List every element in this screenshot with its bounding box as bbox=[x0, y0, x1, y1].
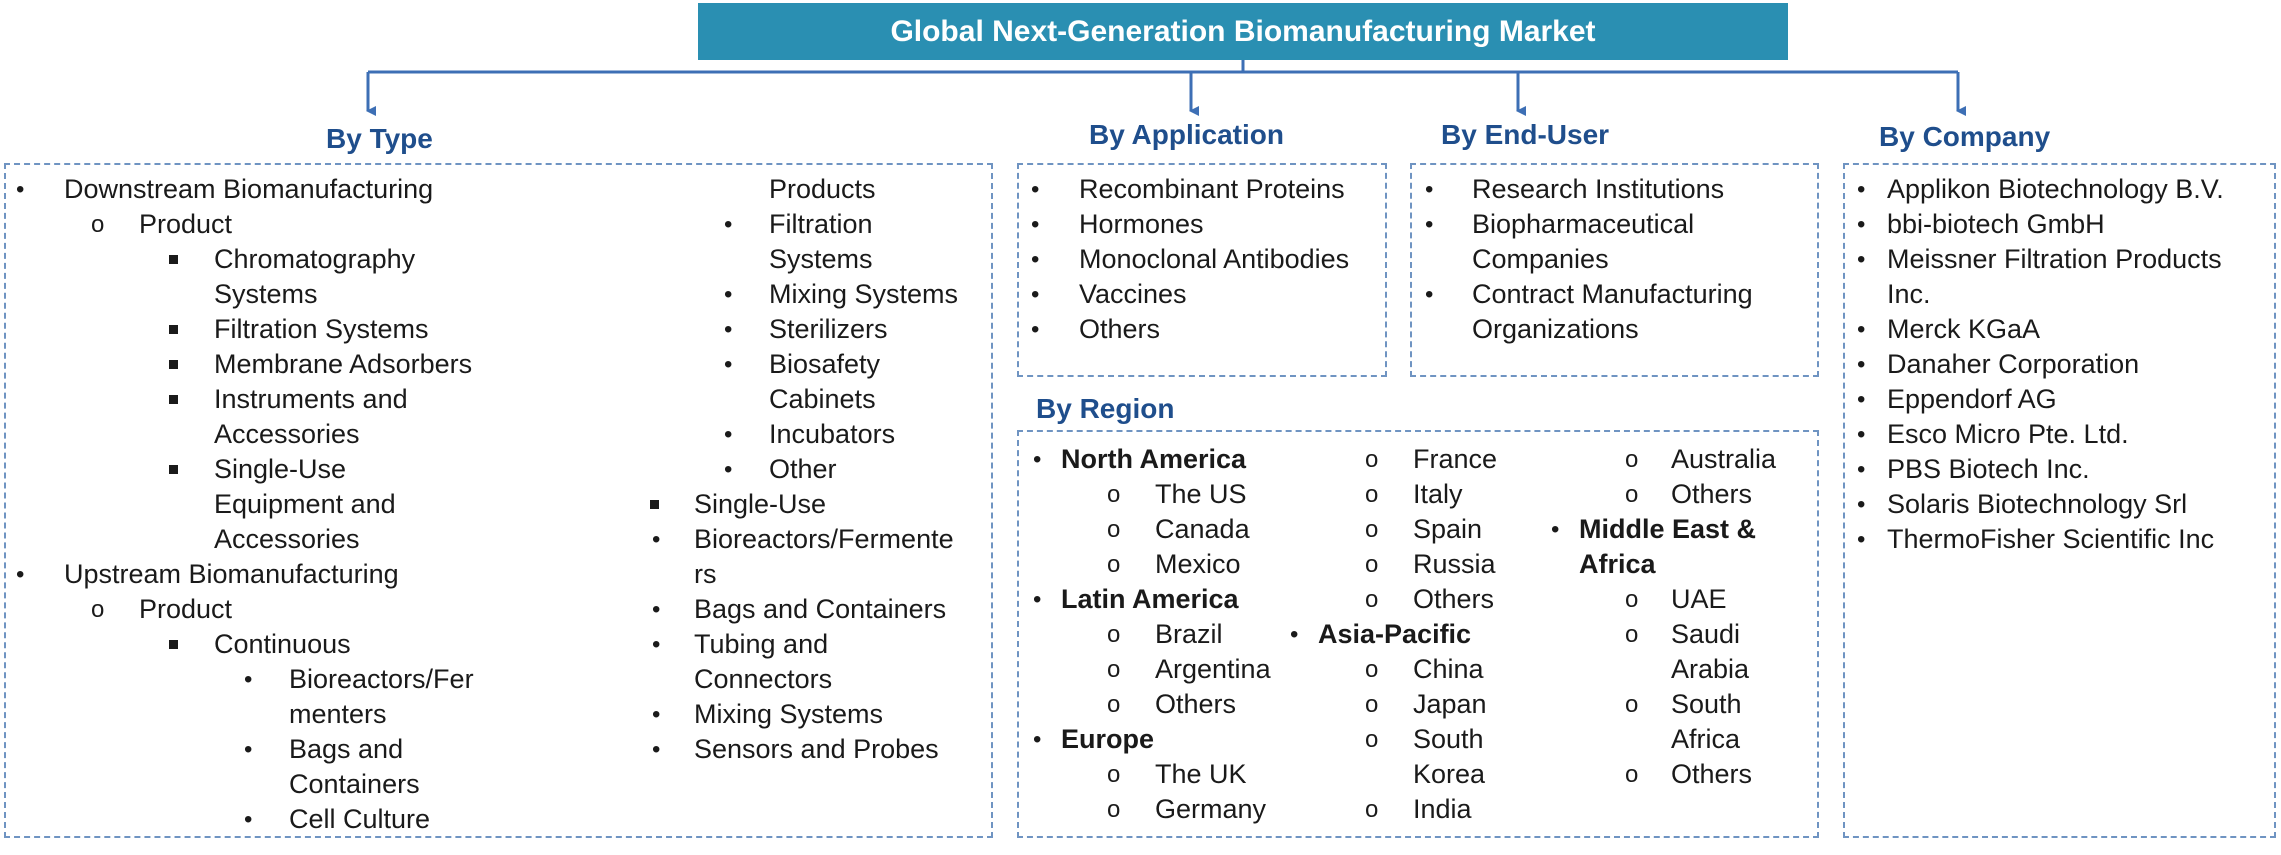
region-latin-america: Latin America bbox=[1061, 584, 1239, 614]
bullet-icon: • bbox=[652, 736, 661, 763]
circle-bullet-icon: o bbox=[91, 211, 105, 238]
bullet-icon: • bbox=[1857, 491, 1866, 518]
list-item: Danaher Corporation bbox=[1887, 349, 2140, 379]
bullet-icon: • bbox=[652, 526, 661, 553]
circle-bullet-icon: o bbox=[1107, 621, 1121, 648]
bullet-icon: • bbox=[1857, 211, 1866, 238]
list-item: rs bbox=[694, 559, 717, 589]
list-item: Bioreactors/Fer bbox=[289, 664, 474, 694]
circle-bullet-icon: o bbox=[1107, 551, 1121, 578]
list-item: France bbox=[1413, 444, 1498, 474]
circle-bullet-icon: o bbox=[1107, 691, 1121, 718]
list-item: Companies bbox=[1472, 244, 1609, 274]
list-item: Monoclonal Antibodies bbox=[1079, 244, 1350, 274]
bullet-icon: • bbox=[1033, 726, 1042, 753]
list-item: South bbox=[1413, 724, 1484, 754]
circle-bullet-icon: o bbox=[1365, 796, 1379, 823]
list-item: South bbox=[1671, 689, 1742, 719]
bullet-icon: • bbox=[1031, 281, 1040, 308]
bullet-icon: • bbox=[1425, 211, 1434, 238]
list-item: Cabinets bbox=[769, 384, 876, 414]
list-item: Cell Culture bbox=[289, 804, 431, 834]
list-item: The UK bbox=[1155, 759, 1247, 789]
list-item: Sterilizers bbox=[769, 314, 888, 344]
circle-bullet-icon: o bbox=[1365, 516, 1379, 543]
list-item: Others bbox=[1079, 314, 1161, 344]
list-item: ThermoFisher Scientific Inc bbox=[1887, 524, 2215, 554]
bullet-icon: • bbox=[16, 561, 25, 588]
list-item: Solaris Biotechnology Srl bbox=[1887, 489, 2188, 519]
list-item: Tubing and bbox=[694, 629, 829, 659]
list-item: Applikon Biotechnology B.V. bbox=[1887, 174, 2224, 204]
bullet-icon: • bbox=[1033, 446, 1042, 473]
list-item: Research Institutions bbox=[1472, 174, 1725, 204]
bullet-icon: • bbox=[1425, 281, 1434, 308]
list-item: bbi-biotech GmbH bbox=[1887, 209, 2105, 239]
list-item: Product bbox=[139, 209, 233, 239]
list-item: Biopharmaceutical bbox=[1472, 209, 1695, 239]
list-item: Canada bbox=[1155, 514, 1250, 544]
list-item: Brazil bbox=[1155, 619, 1223, 649]
list-item: Product bbox=[139, 594, 233, 624]
circle-bullet-icon: o bbox=[91, 596, 105, 623]
list-item: Chromatography bbox=[214, 244, 416, 274]
square-bullet-icon bbox=[169, 360, 178, 369]
bullet-icon: • bbox=[652, 631, 661, 658]
list-item: Australia bbox=[1671, 444, 1777, 474]
list-item: Products bbox=[769, 174, 876, 204]
heading-by-application: By Application bbox=[1089, 119, 1284, 150]
list-item: Accessories bbox=[214, 524, 360, 554]
circle-bullet-icon: o bbox=[1365, 656, 1379, 683]
bullet-icon: • bbox=[1031, 246, 1040, 273]
bullet-icon: • bbox=[1290, 621, 1299, 648]
bullet-icon: • bbox=[244, 666, 253, 693]
square-bullet-icon bbox=[169, 255, 178, 264]
bullet-icon: • bbox=[724, 316, 733, 343]
circle-bullet-icon: o bbox=[1107, 516, 1121, 543]
heading-by-end-user: By End-User bbox=[1441, 119, 1610, 150]
list-item: Biosafety bbox=[769, 349, 881, 379]
list-item: Instruments and bbox=[214, 384, 408, 414]
square-bullet-icon bbox=[169, 465, 178, 474]
circle-bullet-icon: o bbox=[1107, 481, 1121, 508]
list-item: Accessories bbox=[214, 419, 360, 449]
list-item: Hormones bbox=[1079, 209, 1204, 239]
list-item: Other bbox=[769, 454, 837, 484]
circle-bullet-icon: o bbox=[1625, 691, 1639, 718]
list-item: Recombinant Proteins bbox=[1079, 174, 1345, 204]
list-item: Systems bbox=[214, 279, 318, 309]
list-item: Africa bbox=[1671, 724, 1741, 754]
list-item: Equipment and bbox=[214, 489, 396, 519]
list-item: Systems bbox=[769, 244, 873, 274]
list-item: Contract Manufacturing bbox=[1472, 279, 1753, 309]
list-item: Sensors and Probes bbox=[694, 734, 939, 764]
bullet-icon: • bbox=[1033, 586, 1042, 613]
list-item: UAE bbox=[1671, 584, 1727, 614]
circle-bullet-icon: o bbox=[1365, 481, 1379, 508]
list-item: Germany bbox=[1155, 794, 1267, 824]
bullet-icon: • bbox=[1857, 456, 1866, 483]
list-item: Others bbox=[1413, 584, 1495, 614]
list-item: Russia bbox=[1413, 549, 1496, 579]
list-item: Bags and Containers bbox=[694, 594, 947, 624]
square-bullet-icon bbox=[650, 500, 659, 509]
bullet-icon: • bbox=[652, 701, 661, 728]
list-item: Mixing Systems bbox=[694, 699, 884, 729]
list-item: Bags and bbox=[289, 734, 404, 764]
circle-bullet-icon: o bbox=[1365, 726, 1379, 753]
list-item: Spain bbox=[1413, 514, 1483, 544]
list-item: Inc. bbox=[1887, 279, 1931, 309]
bullet-icon: • bbox=[724, 351, 733, 378]
list-item: PBS Biotech Inc. bbox=[1887, 454, 2090, 484]
region-asia-pacific: Asia-Pacific bbox=[1318, 619, 1472, 649]
list-item: Vaccines bbox=[1079, 279, 1187, 309]
bullet-icon: • bbox=[724, 281, 733, 308]
bullet-icon: • bbox=[1031, 176, 1040, 203]
list-item: Arabia bbox=[1671, 654, 1750, 684]
list-item: Bioreactors/Fermente bbox=[694, 524, 954, 554]
bullet-icon: • bbox=[1857, 526, 1866, 553]
list-item: Membrane Adsorbers bbox=[214, 349, 473, 379]
list-item: Mexico bbox=[1155, 549, 1241, 579]
list-item: Mixing Systems bbox=[769, 279, 959, 309]
list-item: Downstream Biomanufacturing bbox=[64, 174, 434, 204]
bullet-icon: • bbox=[724, 421, 733, 448]
circle-bullet-icon: o bbox=[1625, 481, 1639, 508]
bullet-icon: • bbox=[1857, 246, 1866, 273]
list-item: India bbox=[1413, 794, 1472, 824]
square-bullet-icon bbox=[169, 640, 178, 649]
list-item: Meissner Filtration Products bbox=[1887, 244, 2222, 274]
list-item: Argentina bbox=[1155, 654, 1271, 684]
list-item: menters bbox=[289, 699, 387, 729]
bullet-icon: • bbox=[244, 806, 253, 833]
list-item: Eppendorf AG bbox=[1887, 384, 2057, 414]
list-item: Single-Use bbox=[214, 454, 347, 484]
list-item: Incubators bbox=[769, 419, 896, 449]
region-europe: Europe bbox=[1061, 724, 1155, 754]
region-middle-east-africa-line2: Africa bbox=[1579, 549, 1656, 579]
list-item: Organizations bbox=[1472, 314, 1639, 344]
list-item: Filtration bbox=[769, 209, 873, 239]
circle-bullet-icon: o bbox=[1365, 691, 1379, 718]
square-bullet-icon bbox=[169, 395, 178, 404]
heading-by-company: By Company bbox=[1879, 121, 2051, 152]
circle-bullet-icon: o bbox=[1107, 796, 1121, 823]
bullet-icon: • bbox=[1857, 386, 1866, 413]
list-item: The US bbox=[1155, 479, 1247, 509]
circle-bullet-icon: o bbox=[1625, 586, 1639, 613]
list-item: Esco Micro Pte. Ltd. bbox=[1887, 419, 2129, 449]
list-item: Upstream Biomanufacturing bbox=[64, 559, 399, 589]
list-item: Connectors bbox=[694, 664, 833, 694]
heading-by-region: By Region bbox=[1036, 393, 1175, 424]
list-item: China bbox=[1413, 654, 1484, 684]
list-item: Merck KGaA bbox=[1887, 314, 2041, 344]
list-item: Japan bbox=[1413, 689, 1487, 719]
bullet-icon: • bbox=[244, 736, 253, 763]
region-middle-east-africa: Middle East & bbox=[1579, 514, 1757, 544]
circle-bullet-icon: o bbox=[1365, 551, 1379, 578]
circle-bullet-icon: o bbox=[1625, 446, 1639, 473]
list-item: Korea bbox=[1413, 759, 1486, 789]
region-north-america: North America bbox=[1061, 444, 1247, 474]
heading-by-type: By Type bbox=[326, 123, 433, 154]
list-item: Saudi bbox=[1671, 619, 1741, 649]
circle-bullet-icon: o bbox=[1625, 621, 1639, 648]
list-item: Filtration Systems bbox=[214, 314, 429, 344]
diagram-title: Global Next-Generation Biomanufacturing Market bbox=[698, 3, 1788, 60]
list-item: Single-Use bbox=[694, 489, 827, 519]
bullet-icon: • bbox=[16, 176, 25, 203]
circle-bullet-icon: o bbox=[1107, 761, 1121, 788]
circle-bullet-icon: o bbox=[1625, 761, 1639, 788]
bullet-icon: • bbox=[1551, 516, 1560, 543]
bullet-icon: • bbox=[1857, 316, 1866, 343]
list-item: Italy bbox=[1413, 479, 1463, 509]
list-item: Continuous bbox=[214, 629, 351, 659]
bullet-icon: • bbox=[1857, 176, 1866, 203]
bullet-icon: • bbox=[724, 456, 733, 483]
bullet-icon: • bbox=[1857, 421, 1866, 448]
circle-bullet-icon: o bbox=[1107, 656, 1121, 683]
bullet-icon: • bbox=[1031, 316, 1040, 343]
square-bullet-icon bbox=[169, 325, 178, 334]
list-item: Containers bbox=[289, 769, 420, 799]
bullet-icon: • bbox=[1425, 176, 1434, 203]
bullet-icon: • bbox=[1031, 211, 1040, 238]
circle-bullet-icon: o bbox=[1365, 446, 1379, 473]
list-item: Others bbox=[1155, 689, 1237, 719]
list-item: Others bbox=[1671, 479, 1753, 509]
bullet-icon: • bbox=[724, 211, 733, 238]
list-item: Others bbox=[1671, 759, 1753, 789]
bullet-icon: • bbox=[652, 596, 661, 623]
bullet-icon: • bbox=[1857, 351, 1866, 378]
circle-bullet-icon: o bbox=[1365, 586, 1379, 613]
